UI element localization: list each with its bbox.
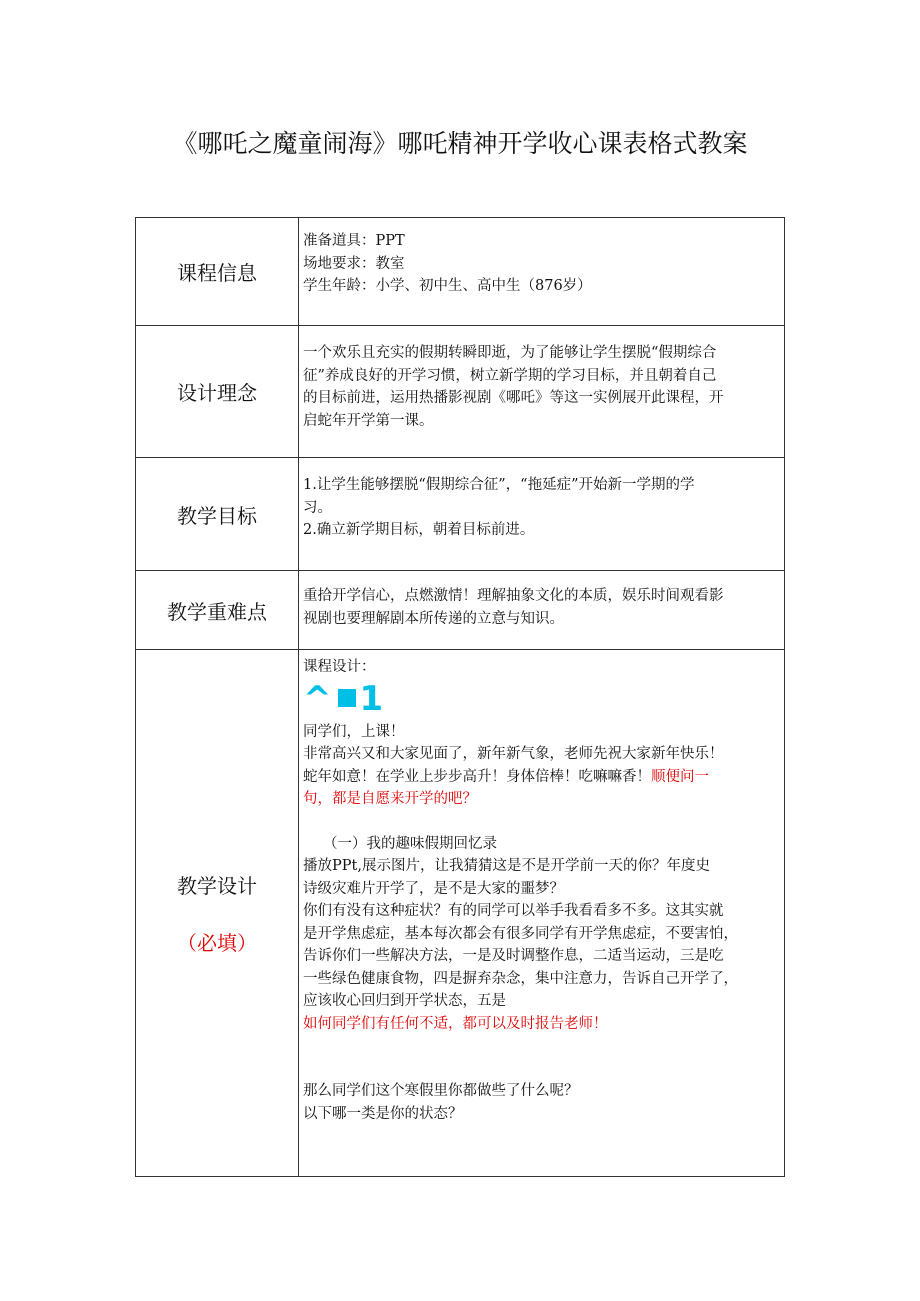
content-course-info (299, 218, 785, 326)
content-key-points (299, 571, 785, 650)
content-design-concept (299, 326, 785, 458)
intro-line: 非常高兴又和大家见面了，新年新气象，老师先祝大家新年快乐！ (303, 746, 724, 762)
goal-line: 1.让学生能够摆脱“假期综合征”，“拖延症”开始新一学期的学 (303, 477, 695, 493)
section-line: 告诉你们一些解决方法，一是及时调整作息，二适当运动，三是吃 (303, 948, 724, 964)
question-line: 以下哪一类是你的状态？ (303, 1105, 463, 1122)
section-line: 你们有没有这种症状？有的同学可以举手我看看多不多。这其实就 (303, 903, 724, 919)
section-line: 是开学焦虑症，基本每次都会有很多同学有开学焦虑症，不要害怕， (303, 925, 738, 942)
concept-line: 一个欢乐且充实的假期转瞬即逝，为了能够让学生摆脱“假期综合 (303, 345, 717, 361)
mark-caret: ^ (303, 678, 332, 719)
goal-line: 习。 (303, 499, 332, 516)
row-teaching-goals (136, 458, 785, 571)
required-note: （必填） (177, 931, 257, 955)
decorative-mark (303, 679, 781, 719)
student-age: 学生年龄：小学、初中生、高中生（876岁） (303, 278, 592, 294)
square-icon (338, 689, 356, 707)
label-course-info: 课程信息 (136, 218, 299, 326)
concept-line: 的目标前进，运用热播影视剧《哪吒》等这一实例展开此课程，开 (303, 390, 724, 406)
label-teaching-design (136, 650, 299, 1177)
label-design-concept: 设计理念 (136, 326, 299, 458)
spacer (303, 811, 781, 833)
section-line: 播放PPt,展示图片，让我猜猜这是不是开学前一天的你？年度史 (303, 858, 710, 874)
label-key-points: 教学重难点 (136, 571, 299, 650)
section-line: 应该收心回归到开学状态，五是 (303, 993, 506, 1009)
mark-digit: 1 (359, 678, 384, 719)
section-heading: （一）我的趣味假期回忆录 (323, 835, 497, 852)
teaching-design-label: 教学设计 (177, 874, 257, 898)
section-line: 诗级灾难片开学了，是不是大家的噩梦？ (303, 880, 564, 897)
concept-line: 启蛇年开学第一课。 (303, 412, 434, 429)
key-line: 视剧也要理解剧本所传递的立意与知识。 (303, 610, 564, 627)
lesson-plan-table (135, 217, 785, 1177)
goal-line: 2.确立新学期目标，朝着目标前进。 (303, 522, 535, 538)
intro-red-line: 句，都是自愿来开学的吧？ (303, 791, 477, 807)
concept-line: 征”养成良好的开学习惯，树立新学期的学习目标，并且朝着自己 (303, 367, 717, 384)
section-line: 一些绿色健康食物，四是摒弃杂念，集中注意力，告诉自己开学了， (303, 970, 738, 987)
question-line: 那么同学们这个寒假里你都做些了什么呢？ (303, 1083, 579, 1099)
intro-black-text: 蛇年如意！在学业上步步高升！身体倍棒！吃嘛嘛香！ (303, 768, 651, 785)
label-teaching-goals: 教学目标 (136, 458, 299, 571)
teacher-report-note: 如何同学们有任何不适，都可以及时报告老师！ (303, 1015, 608, 1032)
content-teaching-design (299, 650, 785, 1177)
intro-red-text: 顺便问一 (651, 768, 709, 785)
key-line: 重拾开学信心，点燃激情！理解抽象文化的本质，娱乐时间观看影 (303, 588, 724, 604)
prep-props: 准备道具：PPT (303, 233, 405, 249)
row-key-points (136, 571, 785, 650)
row-teaching-design (136, 650, 785, 1177)
venue: 场地要求：教室 (303, 255, 405, 272)
intro-line (303, 766, 781, 789)
content-teaching-goals (299, 458, 785, 571)
spacer (303, 1035, 781, 1080)
row-design-concept (136, 326, 785, 458)
design-heading: 课程设计： (303, 659, 376, 675)
row-course-info (136, 218, 785, 326)
greeting: 同学们，上课！ (303, 723, 405, 740)
document-title: 《哪吒之魔童闹海》哪吒精神开学收心课表格式教案 (172, 129, 748, 158)
